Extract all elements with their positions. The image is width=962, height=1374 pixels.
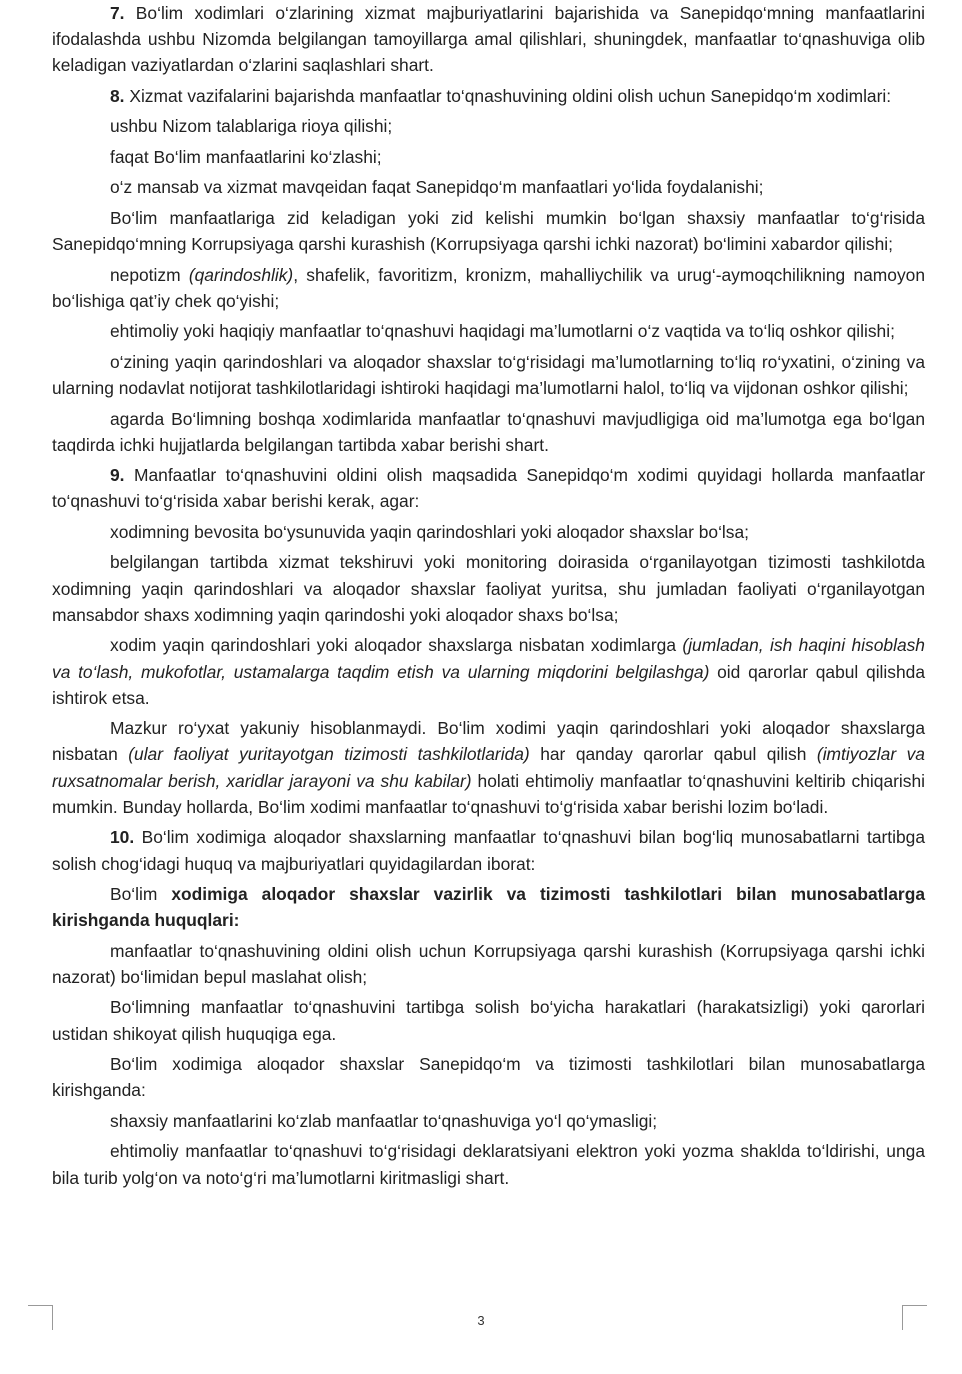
- text-run: har qanday qarorlar qabul qilish: [529, 744, 817, 765]
- paragraph-10: [52, 824, 925, 876]
- list-item: o‘zining yaqin qarindoshlari va aloqador shaxslar to‘g‘risidagi ma’lumotlarning to‘liq ro‘yxatini, o‘zining va ularning nodavlat notijorat tashkilotlaridagi ishtiroki haqidagi ma’lumotlarni halol, to‘liq va vijdonan oshkor qilishi;: [52, 351, 925, 399]
- text-run: xodim yaqin qarindoshlari yoki aloqador shaxslarga nisbatan xodimlarga: [110, 635, 683, 656]
- list-item: faqat Bo‘lim manfaatlarini ko‘zlashi;: [110, 146, 382, 167]
- page-number: 3: [477, 1313, 485, 1328]
- text-run: oid qarorlar qabul qilishda ishtirok etsa.: [52, 661, 925, 708]
- list-item: agarda Bo‘limning boshqa xodimlarida manfaatlar to‘qnashuvi mavjudligiga oid ma’lumotga ega bo‘lgan taqdirda ichki hujjatlarda belgilangan tartibda xabar berishi shart.: [52, 408, 925, 455]
- list-item: [52, 632, 925, 711]
- italic-text: (ular faoliyat yuritayotgan tizimosti tashkilotlarida): [128, 744, 530, 765]
- paragraph-number: 8.: [110, 85, 125, 106]
- text-run: Bo‘lim: [110, 884, 172, 905]
- list-item: ushbu Nizom talablariga rioya qilishi;: [110, 116, 393, 137]
- list-item: ehtimoliy manfaatlar to‘qnashuvi to‘g‘risidagi deklaratsiyani elektron yoki yozma shaklda to‘ldirishi, unga bila turib yolg‘on va noto‘g‘ri ma’lumotlarni kiritmasligi shart.: [52, 1141, 925, 1188]
- bold-text: xodimiga aloqador shaxslar vazirlik va tizimosti tashkilotlari bilan munosabatlarga kirishganda huquqlari:: [52, 884, 925, 931]
- list-item: xodimning bevosita bo‘ysunuvida yaqin qarindoshlari yoki aloqador shaxslar bo‘lsa;: [110, 521, 749, 542]
- text-run: holati ehtimoliy manfaatlar to‘qnashuvini keltirib chiqarishi mumkin. Bunday hollarda, Bo‘lim xodimi manfaatlar to‘qnashuvi to‘g‘risida xabar berishi lozim bo‘ladi.: [52, 770, 925, 817]
- list-item: manfaatlar to‘qnashuvining oldini olish uchun Korrupsiyaga qarshi kurashish (Korrupsiyaga qarshi ichki nazorat) bo‘limidan bepul maslahat olish;: [52, 940, 925, 987]
- note-paragraph: [52, 715, 925, 820]
- paragraph-8: [52, 83, 925, 109]
- paragraph-text: Bo‘lim xodimlari o‘zlarining xizmat majburiyatlarini bajarishida va Sanepidqo‘mning manfaatlarini ifodalashda ushbu Nizomda belgilangan tamoyillarga amal qilishlari, shuningdek, manfaatlar to‘qnashuviga olib keladigan vaziyatlardan o‘zlarini saqlashlari shart.: [52, 3, 925, 76]
- text-run: nepotizm: [110, 264, 189, 285]
- text-run: , shafelik, favoritizm, kronizm, mahalliychilik va urug‘-aymoqchilikning namoyon bo‘lishiga qat’iy chek qo‘yishi;: [52, 264, 925, 311]
- paragraph-7: [52, 0, 925, 79]
- paragraph-text: Manfaatlar to‘qnashuvini oldini olish maqsadida Sanepidqo‘m xodimi quyidagi hollarda manfaatlar to‘qnashuvi to‘g‘risida xabar berishi kerak, agar:: [52, 465, 925, 512]
- paragraph-text: Bo‘lim xodimiga aloqador shaxslarning manfaatlar to‘qnashuvi bilan bog‘liq munosabatlarni tartibga solish chog‘idagi huquq va majburiyatlari quyidagilardan iborat:: [52, 827, 925, 874]
- paragraph-number: 9.: [110, 465, 125, 486]
- list-item: o‘z mansab va xizmat mavqeidan faqat Sanepidqo‘m manfaatlari yo‘lida foydalanishi;: [110, 177, 764, 198]
- list-item: [52, 262, 925, 314]
- list-item: shaxsiy manfaatlarini ko‘zlab manfaatlar to‘qnashuviga yo‘l qo‘ymasligi;: [110, 1110, 658, 1131]
- list-item: ehtimoliy yoki haqiqiy manfaatlar to‘qnashuvi haqidagi ma’lumotlarni o‘z vaqtida va to‘liq oshkor qilishi;: [110, 321, 895, 342]
- italic-text: (imtiyozlar va ruxsatnomalar berish, xaridlar jarayoni va shu kabilar): [52, 744, 925, 791]
- paragraph-number: 10.: [110, 827, 135, 848]
- document-page: [52, 0, 925, 1191]
- duties-heading: Bo‘lim xodimiga aloqador shaxslar Sanepidqo‘m va tizimosti tashkilotlari bilan munosabatlarga kirishganda:: [52, 1054, 925, 1101]
- paragraph-number: 7.: [110, 3, 125, 23]
- list-item: Bo‘limning manfaatlar to‘qnashuvini tartibga solish bo‘yicha harakatlari (harakatsizligi) yoki qarorlari ustidan shikoyat qilish huquqiga ega.: [52, 997, 925, 1044]
- italic-text: (jumladan, ish haqini hisoblash va to‘lash, mukofotlar, ustamalarga taqdim etish va ularning miqdorini belgilashga): [52, 635, 925, 682]
- paragraph-9: [52, 462, 925, 514]
- paragraph-text: Xizmat vazifalarini bajarishda manfaatlar to‘qnashuvining oldini olish uchun Sanepidqo‘m xodimlari:: [124, 85, 892, 106]
- list-item: Bo‘lim manfaatlariga zid keladigan yoki zid kelishi mumkin bo‘lgan shaxsiy manfaatlar to‘g‘risida Sanepidqo‘mning Korrupsiyaga qarshi kurashish (Korrupsiyaga qarshi ichki nazorat) bo‘limini xabardor qilishi;: [52, 207, 925, 255]
- rights-heading: [52, 881, 925, 933]
- italic-text: (qarindoshlik): [188, 264, 294, 285]
- list-item: belgilangan tartibda xizmat tekshiruvi yoki monitoring doirasida o‘rganilayotgan tizimosti tashkilotda xodimning yaqin qarindoshlari va aloqador shaxslar faoliyat yuritsa, shu jumladan faoliyati o‘rganilayotgan mansabdor shaxs xodimning yaqin qarindoshi yoki aloqador shaxs bo‘lsa;: [52, 552, 925, 625]
- text-run: Mazkur ro‘yxat yakuniy hisoblanmaydi. Bo‘lim xodimi yaqin qarindoshlari yoki aloqador shaxslarga nisbatan: [52, 718, 925, 765]
